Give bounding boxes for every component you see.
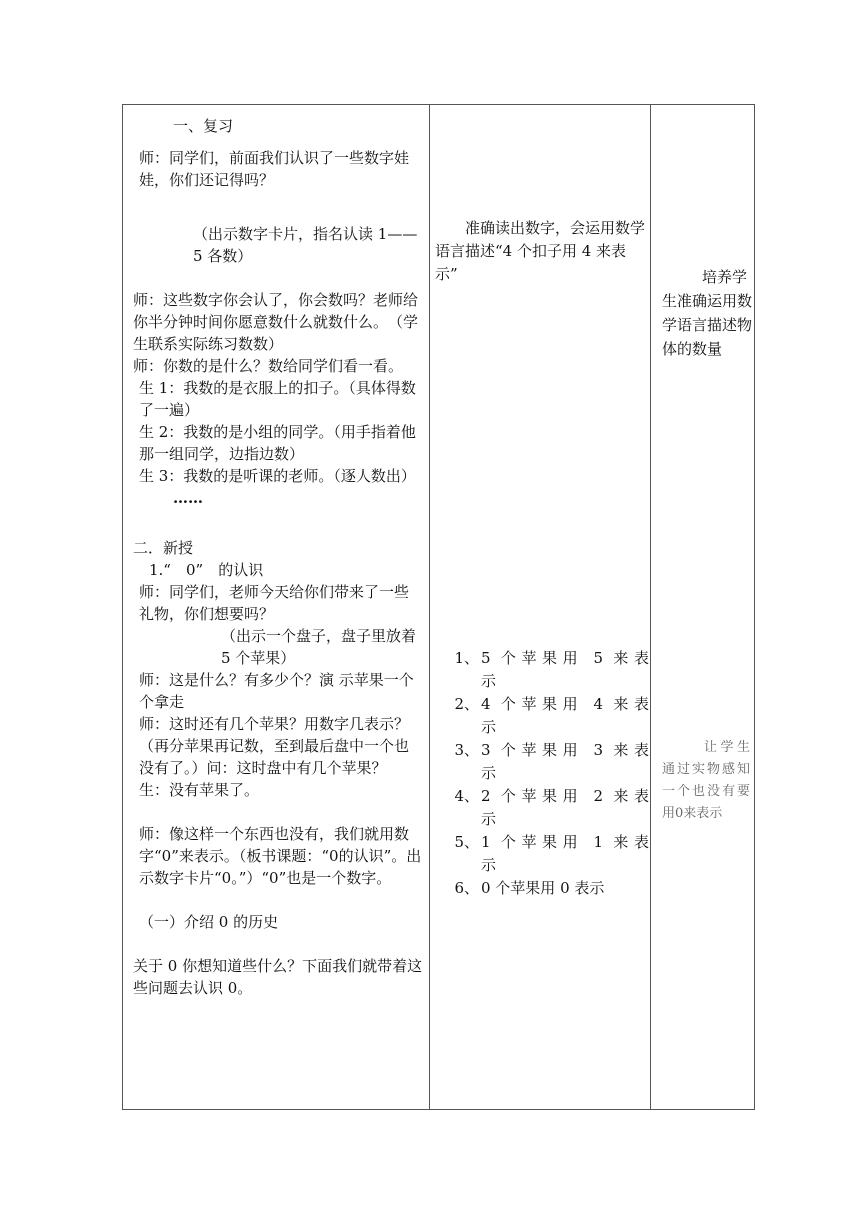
- intent-text: 培养学生准确运用数学语言描述物体的数量: [662, 268, 753, 358]
- list-text-cont: 示: [481, 810, 497, 828]
- paragraph: 生 2：我数的是小组的同学。（用手指着他那一组同学，边指边数）: [139, 423, 416, 463]
- list-number: 6、: [454, 879, 479, 897]
- list-item: [451, 831, 649, 877]
- lesson-table: [122, 104, 755, 1110]
- list-text: 3 个苹果用 3 来表: [481, 741, 649, 759]
- list-item: [451, 877, 649, 900]
- paragraph: （出示一个盘子，盘子里放着 5 个苹果）: [221, 627, 421, 667]
- apple-count-list: [451, 647, 649, 900]
- list-number: 4、: [454, 787, 479, 805]
- list-text-cont: 示: [481, 718, 497, 736]
- list-number: 5、: [454, 833, 479, 851]
- paragraph: 师：这时还有几个苹果？用数字几表示？（再分苹果再记数，至到最后盘中一个也没有了。）问：这时盘中有几个苹果？: [139, 715, 410, 777]
- paragraph: 生 1：我数的是衣服上的扣子。（具体得数了一遍）: [139, 379, 416, 419]
- paragraph: 师：同学们，老师今天给你们带来了一些礼物，你们想要吗？: [139, 583, 410, 623]
- paragraph: 师：这些数字你会认了，你会数吗？老师给你半分钟时间你愿意数什么就数什么。 （学生联系实际练习数数）: [133, 291, 419, 353]
- paragraph: 关于 0 你想知道些什么？下面我们就带着这些问题去认识 0。: [133, 957, 423, 997]
- list-text-cont: 示: [481, 856, 497, 874]
- list-text: 4 个苹果用 4 来表: [481, 695, 649, 713]
- goal-text: 准确读出数字，会运用数学语言描述“4 个扣子用 4 来表示”: [435, 219, 646, 283]
- list-item: [451, 647, 649, 693]
- list-text: 0 个苹果用 0 表示: [481, 879, 605, 897]
- list-text: 5 个苹果用 5 来表: [481, 649, 649, 667]
- paragraph: 生 3：我数的是听课的老师。（逐人数出）: [139, 467, 416, 485]
- list-number: 3、: [454, 741, 479, 759]
- list-item: [451, 739, 649, 785]
- list-text-cont: 示: [481, 764, 497, 782]
- paragraph: 师：像这样一个东西也没有，我们就用数字“0”来表示。（板书课题：“0的认识”。出示数字卡片“0。”）“0”也是一个数字。: [139, 825, 422, 887]
- list-text-cont: 示: [481, 672, 497, 690]
- paragraph: 师：这是什么？有多少个？演 示苹果一个个拿走: [139, 671, 414, 711]
- subheading: （一）介绍 0 的历史: [139, 913, 279, 931]
- list-text: 1 个苹果用 1 来表: [481, 833, 649, 851]
- paragraph: （出示数字卡片，指名认读 1——5 各数）: [193, 225, 418, 265]
- paragraph: 师：你数的是什么？数给同学们看一看。: [133, 357, 404, 375]
- ellipsis: ……: [173, 489, 203, 507]
- subheading: 1.“ 0” 的认识: [149, 561, 264, 579]
- column-divider: [650, 105, 651, 1109]
- section-heading-new: 二．新授: [133, 539, 194, 557]
- list-text: 2 个苹果用 2 来表: [481, 787, 649, 805]
- list-item: [451, 785, 649, 831]
- teaching-process-cell: [133, 115, 423, 999]
- list-number: 2、: [454, 695, 479, 713]
- list-item: [451, 693, 649, 739]
- intent-text: 让学生通过实物感知一个也没有要用0来表示: [662, 740, 750, 821]
- list-number: 1、: [454, 649, 479, 667]
- paragraph: 师：同学们，前面我们认识了一些数字娃娃，你们还记得吗？: [139, 149, 410, 189]
- section-heading-review: 一、复习: [173, 117, 234, 135]
- column-divider: [429, 105, 430, 1109]
- paragraph: 生：没有苹果了。: [139, 781, 260, 799]
